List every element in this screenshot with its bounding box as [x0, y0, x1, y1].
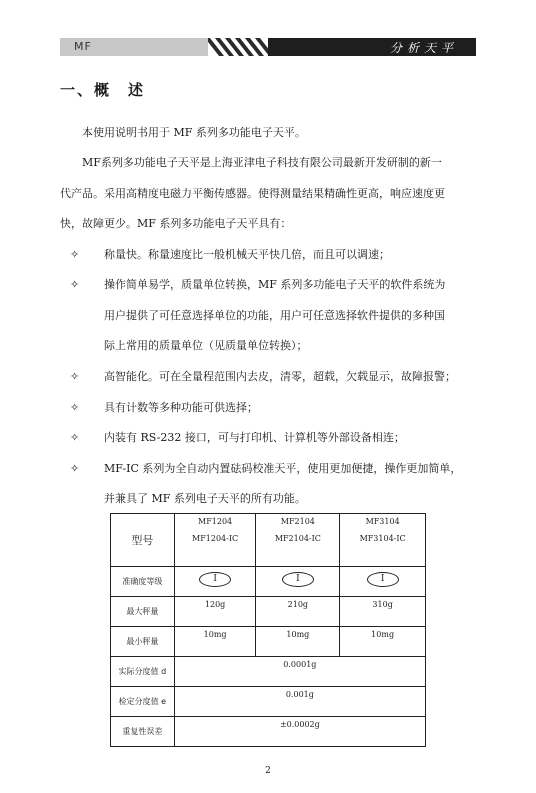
- actual-division-value: 0.0001g: [174, 657, 425, 687]
- spec-table: [110, 513, 426, 747]
- intro-paragraph: 本使用说明书用于 MF 系列多功能电子天平。: [82, 126, 306, 139]
- max-capacity-cell: 210g: [256, 597, 340, 627]
- header-title: 分析天平: [389, 41, 458, 55]
- table-row: [111, 657, 426, 687]
- feature-2-line-2: 用户提供了可任意选择单位的功能，用户可任意选择软件提供的多种国: [104, 309, 445, 322]
- desc-line-2: 代产品。采用高精度电磁力平衡传感器。使得测量结果精确性更高，响应速度更: [60, 187, 445, 200]
- table-row: [111, 627, 426, 657]
- table-row: [111, 687, 426, 717]
- actual-division-label: 实际分度值 d: [111, 657, 175, 687]
- feature-1-text: 称量快。称量速度比一般机械天平快几倍，而且可以调速；: [104, 248, 390, 261]
- bullet-icon: ✧: [70, 370, 80, 383]
- model-cell: [174, 514, 256, 567]
- section-title: 一、概 述: [60, 81, 146, 99]
- desc-line-1: MF系列多功能电子天平是上海亚津电子科技有限公司最新开发研制的新一: [82, 156, 442, 169]
- accuracy-class-oval: I: [367, 572, 399, 587]
- repeatability-value: ±0.0002g: [174, 717, 425, 747]
- bullet-icon: ✧: [70, 278, 80, 291]
- feature-2-line-3: 际上常用的质量单位（见质量单位转换）；: [104, 339, 308, 352]
- feature-2-line-1: 操作简单易学，质量单位转换，MF 系列多功能电子天平的软件系统为: [104, 278, 446, 291]
- table-row: [111, 567, 426, 597]
- model-name-ic: MF2104-IC: [274, 534, 321, 543]
- desc-line-3: 快，故障更少。MF 系列多功能电子天平具有：: [60, 217, 292, 230]
- accuracy-cell: [340, 567, 426, 597]
- accuracy-class-oval: I: [199, 572, 231, 587]
- model-cell: [340, 514, 426, 567]
- feature-3-text: 高智能化。可在全量程范围内去皮，清零，超载，欠载显示，故障报警；: [104, 370, 456, 383]
- header-stripes: [208, 38, 268, 56]
- page-header: [60, 38, 476, 56]
- accuracy-cell: [174, 567, 256, 597]
- model-header-cell: [111, 514, 175, 567]
- verification-division-value: 0.001g: [174, 687, 425, 717]
- max-capacity-cell: 120g: [174, 597, 256, 627]
- feature-6-line-1: MF-IC 系列为全自动内置砝码校准天平，使用更加便捷，操作更加简单，: [104, 462, 462, 475]
- model-name-ic: MF3104-IC: [359, 534, 406, 543]
- page-number: 2: [265, 766, 271, 776]
- feature-4-text: 具有计数等多种功能可供选择；: [104, 401, 258, 414]
- verification-division-label: 检定分度值 e: [111, 687, 175, 717]
- bullet-icon: ✧: [70, 401, 80, 414]
- min-capacity-label: 最小秤量: [111, 627, 175, 657]
- model-name: MF1204: [198, 517, 233, 526]
- model-name: MF2104: [280, 517, 315, 526]
- header-right-band: [268, 38, 476, 56]
- header-mf-label: MF: [74, 40, 92, 53]
- table-row: [111, 717, 426, 747]
- accuracy-label: 准确度等级: [111, 567, 175, 597]
- bullet-icon: ✧: [70, 248, 80, 261]
- model-label: 型号: [131, 534, 154, 547]
- accuracy-class-oval: I: [282, 572, 314, 587]
- min-capacity-cell: 10mg: [174, 627, 256, 657]
- feature-5-text: 内装有 RS-232 接口，可与打印机、计算机等外部设备相连；: [104, 431, 405, 444]
- bullet-icon: ✧: [70, 462, 80, 475]
- table-row: [111, 597, 426, 627]
- table-row: [111, 514, 426, 567]
- accuracy-cell: [256, 567, 340, 597]
- header-left-band: [60, 38, 208, 56]
- min-capacity-cell: 10mg: [256, 627, 340, 657]
- repeatability-label: 重复性误差: [111, 717, 175, 747]
- model-cell: [256, 514, 340, 567]
- min-capacity-cell: 10mg: [340, 627, 426, 657]
- model-name-ic: MF1204-IC: [192, 534, 239, 543]
- model-name: MF3104: [365, 517, 400, 526]
- max-capacity-label: 最大秤量: [111, 597, 175, 627]
- max-capacity-cell: 310g: [340, 597, 426, 627]
- bullet-icon: ✧: [70, 431, 80, 444]
- feature-6-line-2: 并兼具了 MF 系列电子天平的所有功能。: [104, 492, 306, 505]
